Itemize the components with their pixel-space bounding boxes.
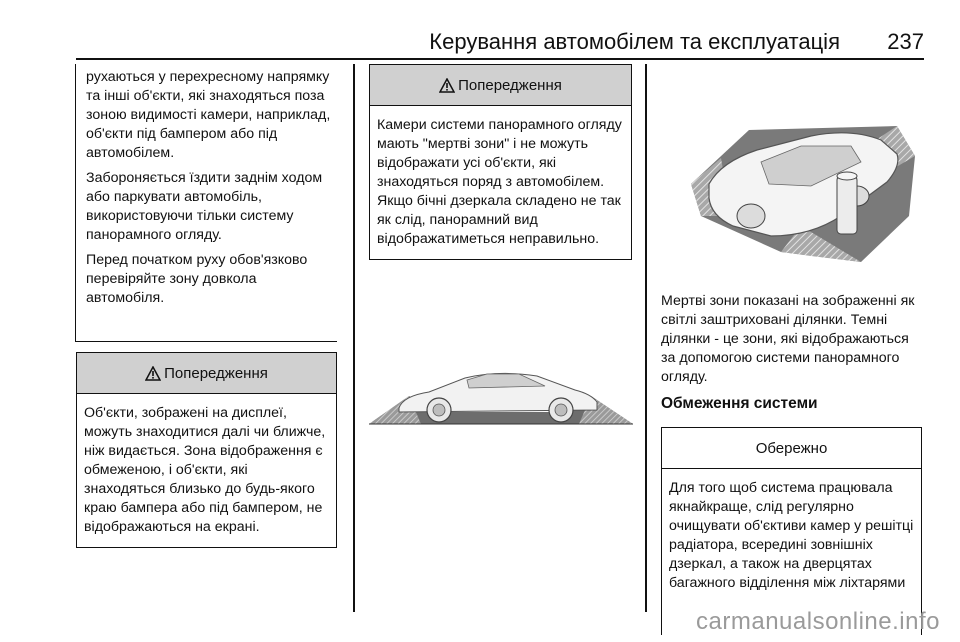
caution-text: Для того щоб система працювала якнайкраще, слід регулярно очищувати об'єктиви камер у решітці радіатора, всередині зовнішніх дзеркал, а також на дверцятах багажного відділення між ліхтарями	[669, 480, 914, 591]
warning-text: Об'єкти, зображені на дисплеї, можуть знаходитися далі чи ближче, ніж видається. Зона відображення є обмеженою, і об'єкти, які знаходяться близько до будь-якого краю бампера або під бампером, не відображаються на екрані.	[84, 405, 326, 535]
warning-text: Камери системи панорамного огляду мають "мертві зони" і не можуть відображати усі об'єкти, які знаходяться поряд з автомобілем. Якщо бічні дзеркала складено не так як слід, панорамний вид відображатиметься неправильно.	[377, 117, 622, 247]
caution-body	[662, 469, 921, 603]
page-header	[0, 0, 960, 58]
page-number: 237	[887, 29, 924, 54]
column-2	[369, 64, 633, 260]
continued-text-block	[75, 64, 337, 342]
warning-box	[76, 352, 337, 548]
caution-box	[661, 427, 922, 635]
section-heading: Обмеження системи	[661, 395, 818, 412]
warning-box-header	[77, 353, 336, 394]
page-title: Керування автомобілем та експлуатація	[429, 29, 840, 54]
paragraph: Мертві зони показані на зображенні як світлі заштриховані ділянки. Темні ділянки - це зони, які відображаються за допомогою системи панорамного огляду.	[661, 293, 915, 385]
paragraph: Забороняється їздити заднім ходом або паркувати автомобіль, використовуючи тільки систему панорамного огляду.	[86, 170, 323, 243]
caution-box-header	[662, 428, 921, 469]
column-separator-2	[645, 64, 647, 612]
warning-body	[370, 106, 631, 259]
header-rule	[76, 58, 924, 60]
caution-title: Обережно	[755, 439, 828, 457]
warning-box-header	[370, 65, 631, 106]
car-side-view-illustration	[369, 356, 633, 426]
warning-title: Попередження	[164, 364, 268, 382]
paragraph: рухаються у перехресному напрямку та інші об'єкти, які знаходяться поза зоною видимості камери, наприклад, об'єкти під бампером або під автомобілем.	[86, 69, 331, 161]
warning-title: Попередження	[458, 76, 562, 94]
column-separator-1	[353, 64, 355, 612]
warning-box	[369, 64, 632, 260]
car-top-view-illustration	[661, 66, 925, 278]
paragraph: Перед початком руху обов'язково перевіряйте зону довкола автомобіля.	[86, 252, 308, 306]
column-3	[661, 292, 925, 635]
warning-triangle-icon	[439, 78, 455, 93]
warning-body	[77, 394, 336, 547]
warning-triangle-icon	[145, 366, 161, 381]
watermark: carmanualsonline.info	[696, 608, 940, 635]
